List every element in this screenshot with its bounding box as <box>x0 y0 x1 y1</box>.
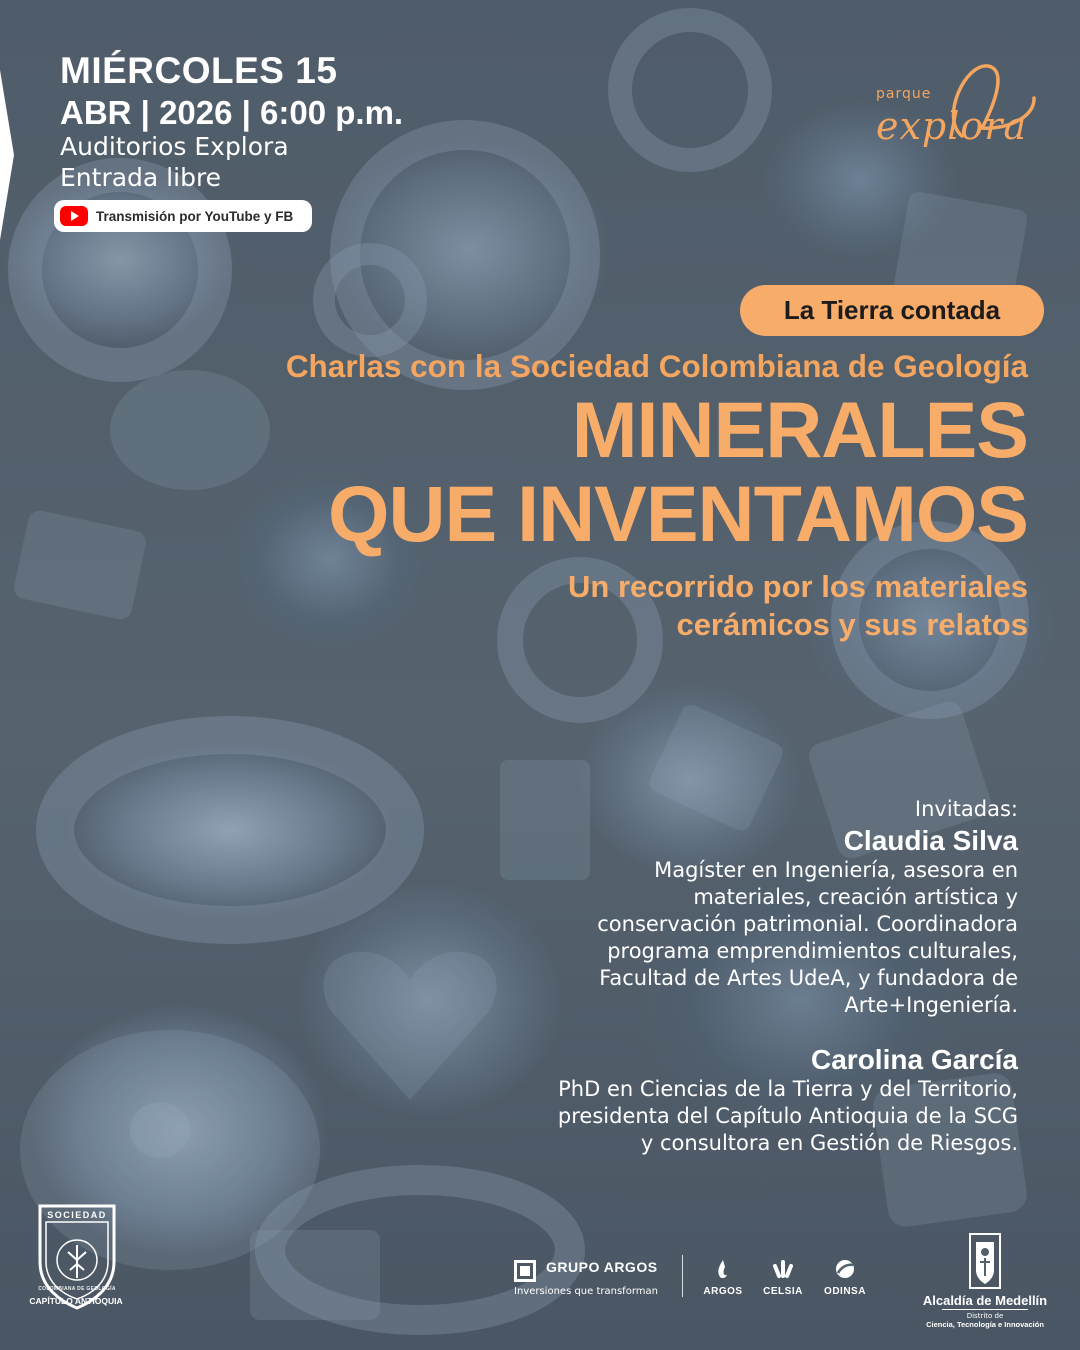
logo-divider <box>682 1255 683 1297</box>
alcaldia-name: Alcaldía de Medellín <box>922 1293 1048 1308</box>
partner-logo-argos <box>694 1258 752 1297</box>
partner-name: ODINSA <box>824 1286 866 1297</box>
stream-badge[interactable] <box>54 200 312 232</box>
argos-tagline: Inversiones que transforman <box>514 1286 658 1297</box>
talk-title <box>328 385 1028 558</box>
talk-tagline <box>568 568 1028 644</box>
speaker-bio-line: conservación patrimonial. Coordinadora <box>597 912 1018 936</box>
event-entry: Entrada libre <box>60 163 222 192</box>
speaker-bio-line: PhD en Ciencias de la Tierra y del Territorio, <box>558 1077 1018 1101</box>
youtube-play-icon <box>60 206 88 226</box>
stream-label: Transmisión por YouTube y FB <box>96 208 294 224</box>
event-date: MIÉRCOLES 15 <box>60 50 338 91</box>
scg-ring-text: COLOMBIANA DE GEOLOGÍA <box>38 1286 116 1292</box>
speakers-label: Invitadas: <box>914 797 1018 821</box>
alcaldia-sub2: Ciencia, Tecnología e Innovación <box>926 1320 1044 1329</box>
speaker-bio-line: y consultora en Gestión de Riesgos. <box>640 1131 1018 1155</box>
odinsa-circle-icon <box>834 1258 856 1280</box>
argos-name: GRUPO ARGOS <box>546 1259 658 1275</box>
speaker-bio-line: presidenta del Capítulo Antioquia de la SCG <box>557 1104 1018 1128</box>
scg-shield-logo <box>32 1200 122 1310</box>
partner-name: CELSIA <box>763 1286 803 1297</box>
partner-logo-celsia <box>754 1258 812 1297</box>
speaker-bio-line: programa emprendimientos culturales, <box>607 939 1018 963</box>
talk-title-line-2: QUE INVENTAMOS <box>328 469 1028 558</box>
speaker-spacer <box>458 1019 1018 1043</box>
series-subtitle: Charlas con la Sociedad Colombiana de Geología <box>285 348 1028 384</box>
talk-tagline-line-2: cerámicos y sus relatos <box>676 607 1028 642</box>
event-datetime: ABR | 2026 | 6:00 p.m. <box>60 94 404 131</box>
speaker-name: Carolina García <box>811 1044 1018 1075</box>
event-venue-block <box>60 131 289 193</box>
alcaldia-sub: Distrito de <box>942 1309 1028 1320</box>
parque-explora-logo <box>870 58 1040 158</box>
scg-top-text: SOCIEDAD <box>47 1210 107 1220</box>
coat-of-arms-icon <box>968 1232 1002 1290</box>
series-badge: La Tierra contada <box>740 285 1044 336</box>
scg-caption: CAPÍTULO ANTIOQUIA <box>29 1296 123 1306</box>
speakers-section <box>458 795 1018 1157</box>
logo-main-text: explora <box>876 104 1028 148</box>
speaker-bio-line: Magíster en Ingeniería, asesora en <box>654 858 1018 882</box>
speaker-name: Claudia Silva <box>843 825 1018 856</box>
square-mark-icon <box>514 1260 536 1282</box>
speaker-bio-line: materiales, creación artística y <box>693 885 1018 909</box>
partner-logo-odinsa <box>816 1258 874 1297</box>
talk-tagline-line-1: Un recorrido por los materiales <box>568 569 1028 604</box>
celsia-rays-icon <box>772 1258 794 1280</box>
edge-notch-decoration <box>0 70 14 240</box>
partner-name: ARGOS <box>703 1286 743 1297</box>
speaker-bio-line: Facultad de Artes UdeA, y fundadora de <box>599 966 1018 990</box>
event-venue: Auditorios Explora <box>60 132 289 161</box>
speaker-bio-line: Arte+Ingeniería. <box>844 993 1018 1017</box>
alcaldia-medellin-logo <box>912 1232 1058 1329</box>
argos-drop-icon <box>712 1258 734 1280</box>
talk-title-line-1: MINERALES <box>571 385 1028 474</box>
logo-small-text: parque <box>876 86 932 102</box>
